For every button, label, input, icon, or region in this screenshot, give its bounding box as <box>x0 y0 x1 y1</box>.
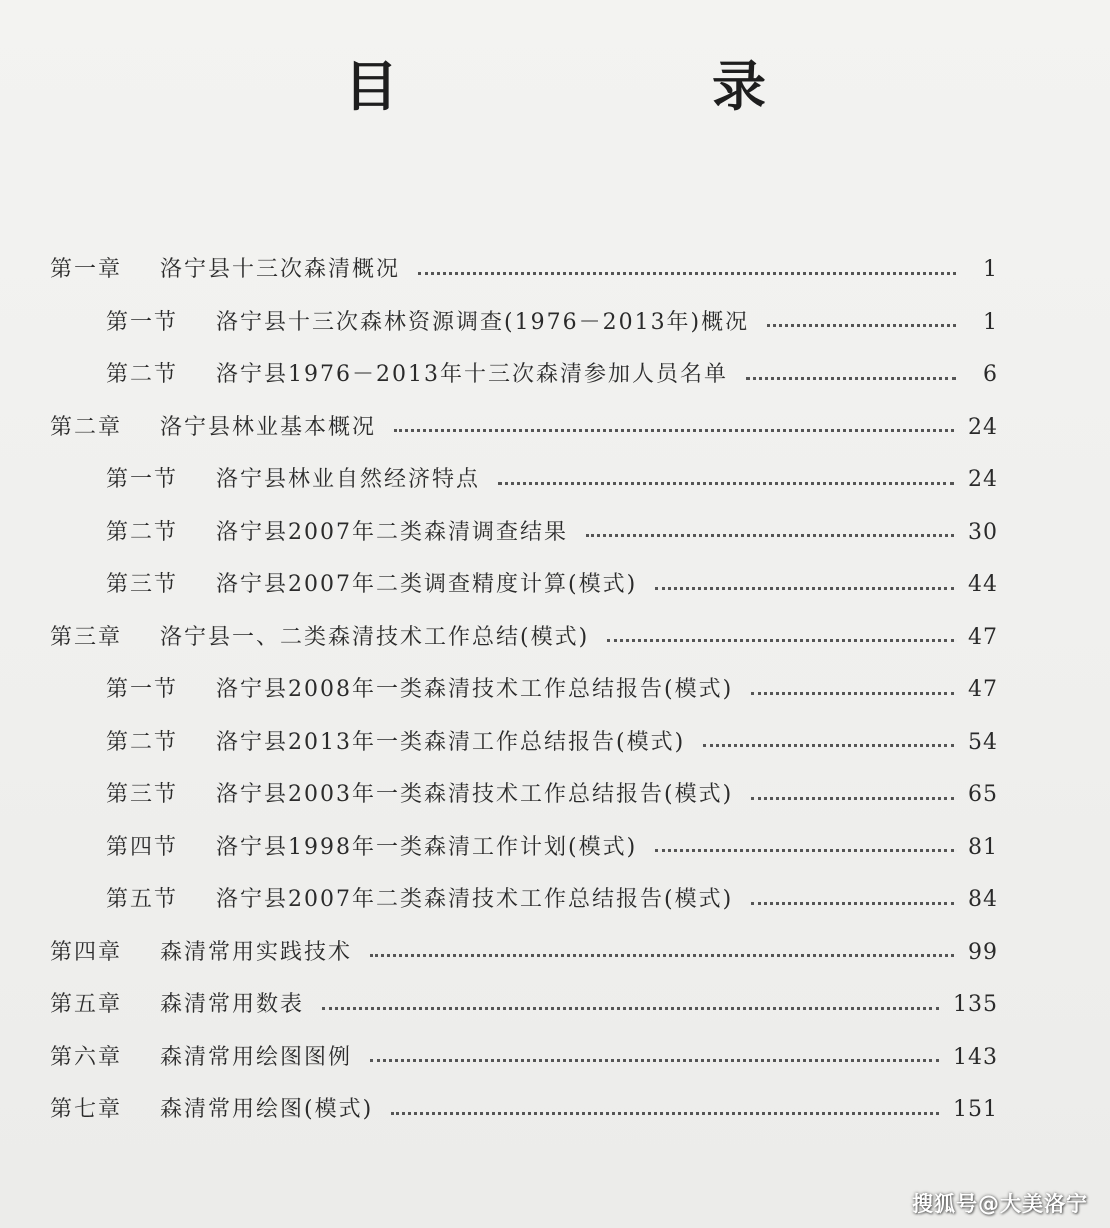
toc-entry-title: 洛宁县十三次森清概况 <box>160 257 401 282</box>
toc-entry-title: 洛宁县林业自然经济特点 <box>216 467 481 492</box>
toc-section-entry <box>106 775 998 815</box>
toc-entry-number: 第三节 <box>106 782 179 807</box>
toc-entry-number: 第二节 <box>106 729 179 755</box>
toc-entry-title: 洛宁县2007年二类森清技术工作总结报告(模式) <box>216 887 734 912</box>
toc-entry-title: 森清常用绘图图例 <box>160 1044 353 1070</box>
toc-entry-number: 第一节 <box>106 467 179 492</box>
page-title: 目 录 <box>344 55 896 118</box>
toc-section-entry <box>106 723 998 763</box>
toc-entry-page: 24 <box>968 467 998 492</box>
toc-chapter-entry <box>50 1038 998 1078</box>
toc-section-entry <box>106 828 998 868</box>
toc-entry-page: 1 <box>983 309 998 335</box>
toc-entry-page: 44 <box>968 572 998 597</box>
toc-section-entry <box>106 303 998 343</box>
toc-leader-dots <box>370 1057 939 1062</box>
toc-leader-dots <box>322 1005 939 1010</box>
watermark: 搜狐号@大美洛宁 <box>912 1192 1088 1216</box>
toc-entry-title: 洛宁县一、二类森清技术工作总结(模式) <box>160 624 590 650</box>
toc-entry-title: 洛宁县2008年一类森清技术工作总结报告(模式) <box>216 677 734 702</box>
toc-entry-page: 135 <box>953 992 998 1017</box>
toc-entry-title: 洛宁县2007年二类森清调查结果 <box>216 519 568 545</box>
toc-leader-dots <box>751 795 954 800</box>
toc-section-entry <box>106 670 998 710</box>
toc-entry-page: 99 <box>968 939 998 965</box>
toc-entry-page: 54 <box>968 729 998 755</box>
toc-entry-title: 洛宁县十三次森林资源调查(1976－2013年)概况 <box>216 309 750 335</box>
toc-section-entry <box>106 565 998 605</box>
toc-entry-title: 洛宁县1998年一类森清工作计划(模式) <box>216 834 638 860</box>
toc-entry-number: 第一节 <box>106 677 179 702</box>
toc-entry-page: 30 <box>968 519 998 545</box>
toc-entry-title: 洛宁县2013年一类森清工作总结报告(模式) <box>216 729 686 755</box>
toc-entry-page: 143 <box>953 1044 998 1070</box>
toc-leader-dots <box>767 322 956 327</box>
toc-entry-page: 24 <box>968 414 998 440</box>
toc-leader-dots <box>751 900 954 905</box>
toc-entry-number: 第一节 <box>106 309 179 335</box>
toc-entry-title: 森清常用数表 <box>160 992 305 1017</box>
toc-leader-dots <box>498 480 954 485</box>
toc-entry-number: 第二章 <box>50 414 123 440</box>
toc-entry-page: 1 <box>983 257 998 282</box>
toc-leader-dots <box>394 427 954 432</box>
toc-entry-number: 第四章 <box>50 939 123 965</box>
toc-section-entry <box>106 355 998 395</box>
toc-entry-number: 第二节 <box>106 519 179 545</box>
toc-entry-number: 第三章 <box>50 624 123 650</box>
toc-entry-number: 第七章 <box>50 1097 123 1122</box>
toc-entry-title: 洛宁县2003年一类森清技术工作总结报告(模式) <box>216 782 734 807</box>
toc-entry-page: 81 <box>968 834 998 860</box>
toc-chapter-entry <box>50 985 998 1025</box>
toc-leader-dots <box>607 637 954 642</box>
toc-entry-title: 洛宁县2007年二类调查精度计算(模式) <box>216 572 638 597</box>
toc-section-entry <box>106 513 998 553</box>
toc-entry-number: 第三节 <box>106 572 179 597</box>
toc-entry-page: 47 <box>968 624 998 650</box>
toc-entry-page: 65 <box>968 782 998 807</box>
toc-entry-number: 第五节 <box>106 887 179 912</box>
toc-section-entry <box>106 880 998 920</box>
toc-entry-page: 6 <box>983 362 998 387</box>
toc-entry-number: 第二节 <box>106 362 179 387</box>
toc-section-entry <box>106 460 998 500</box>
toc-entry-title: 洛宁县1976－2013年十三次森清参加人员名单 <box>216 362 728 387</box>
toc-chapter-entry <box>50 408 998 448</box>
toc-leader-dots <box>370 952 954 957</box>
toc-entry-page: 151 <box>953 1097 998 1122</box>
toc-entry-title: 森清常用实践技术 <box>160 939 353 965</box>
toc-leader-dots <box>703 742 954 747</box>
toc-chapter-entry <box>50 618 998 658</box>
toc-chapter-entry <box>50 250 998 290</box>
toc-leader-dots <box>391 1110 939 1115</box>
toc-entry-title: 森清常用绘图(模式) <box>160 1097 374 1122</box>
toc-leader-dots <box>586 532 954 537</box>
toc-entry-number: 第六章 <box>50 1044 123 1070</box>
toc-entry-number: 第四节 <box>106 834 179 860</box>
toc-entry-number: 第一章 <box>50 257 123 282</box>
toc-chapter-entry <box>50 1090 998 1130</box>
toc-chapter-entry <box>50 933 998 973</box>
toc-leader-dots <box>751 690 954 695</box>
toc-entry-page: 47 <box>968 677 998 702</box>
toc-leader-dots <box>418 270 956 275</box>
toc-entry-title: 洛宁县林业基本概况 <box>160 414 377 440</box>
toc-leader-dots <box>746 375 956 380</box>
toc-leader-dots <box>655 585 954 590</box>
toc-entry-page: 84 <box>968 887 998 912</box>
toc-entry-number: 第五章 <box>50 992 123 1017</box>
toc-leader-dots <box>655 847 954 852</box>
